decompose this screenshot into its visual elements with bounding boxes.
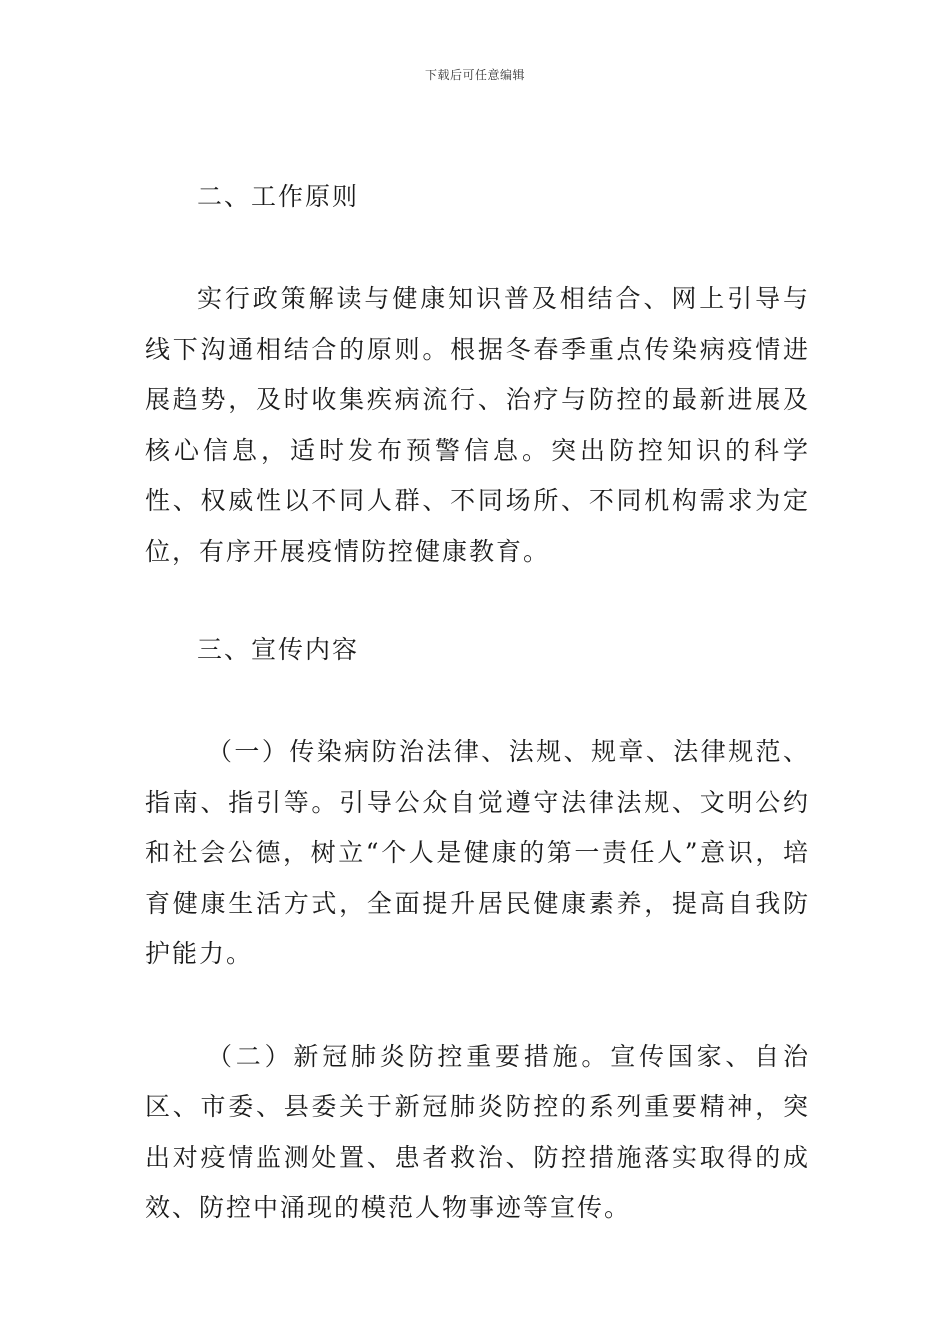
section-heading-principles: 二、工作原则: [197, 182, 360, 211]
section-heading-content: 三、宣传内容: [197, 635, 360, 664]
content-item-2: （二）新冠肺炎防控重要措施。宣传国家、自治区、市委、县委关于新冠肺炎防控的系列重要精神，突出对疫情监测处置、患者救治、防控措施落实取得的成效、防控中涌现的模范人物事迹等宣传。: [145, 1041, 810, 1222]
content-item-1: （一）传染病防治法律、法规、规章、法律规范、指南、指引等。引导公众自觉遵守法律法规、文明公约和社会公德，树立“个人是健康的第一责任人”意识，培育健康生活方式，全面提升居民健康素养，提高自我防护能力。: [145, 737, 810, 968]
principles-paragraph: 实行政策解读与健康知识普及相结合、网上引导与线下沟通相结合的原则。根据冬春季重点传染病疫情进展趋势，及时收集疾病流行、治疗与防控的最新进展及核心信息，适时发布预警信息。突出防控知识的科学性、权威性以不同人群、不同场所、不同机构需求为定位，有序开展疫情防控健康教育。: [145, 284, 810, 566]
document-body: [145, 172, 810, 1234]
header-note: 下载后可任意编辑: [424, 68, 525, 82]
